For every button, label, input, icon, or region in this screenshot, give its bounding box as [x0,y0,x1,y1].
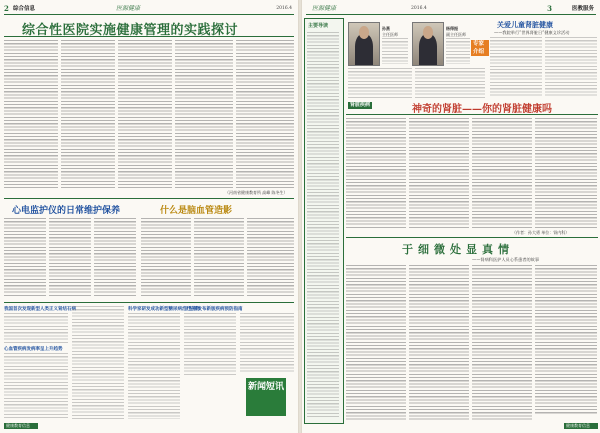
article3-title: 什么是脑血管造影 [160,206,233,216]
expert2-name: 杨得振 [446,26,458,31]
news-rule [4,302,294,303]
top-headline: 关爱儿童肾脏健康 [497,20,553,29]
article3-col3 [247,218,294,298]
mid-rule [346,114,598,115]
sidebar-title: 主要导读 [308,23,329,29]
expert1-photo [348,22,380,66]
main-article-author: （河南省健康教育所 高峰 陈冬生） [225,190,288,195]
bottom-headline: 于细微处显真情 [402,243,514,256]
bottom-article-col4 [535,265,597,415]
bottom-article-col3 [472,265,532,420]
sidebar-text [307,32,339,417]
left-page [0,0,298,433]
article3-col2 [194,218,244,298]
news-col2 [72,306,124,419]
expert2-title: 副主任医师 [446,32,466,37]
left-footer-text: 健康教育信息 [6,423,30,428]
brand-logo: 医源健康 [312,5,337,12]
news-brief-box: 新闻短讯 [246,378,286,416]
bottom-rule [346,237,598,238]
expert1-bio [382,38,408,64]
main-article-col2 [61,40,115,188]
section-name: 综合信息 [13,6,36,12]
top-subheadline: ——我院举行“世界肾脏日”健康义诊活动 [494,30,570,35]
news-item-2-body [4,353,68,419]
brand-logo: 医源健康 [116,5,141,12]
right-page [302,0,600,433]
main-headline: 综合性医院实施健康管理的实践探讨 [22,23,239,38]
article2-col1 [4,218,46,298]
news-item-2: 心血管疾病发病率呈上升趋势 [4,347,63,352]
issue-date: 2016.4 [276,6,292,11]
article3-col1 [141,218,191,298]
main-article-col3 [118,40,172,188]
article2-col2 [49,218,91,298]
expert-article-col2 [415,68,485,98]
expert2-photo [412,22,444,66]
page-number: 3 [547,4,552,13]
section-name: 医教服务 [571,6,594,12]
mid-article-col4 [535,118,597,228]
issue-date: 2016.4 [411,6,427,11]
left-page-header [4,4,294,15]
main-article-col5 [236,40,294,188]
news-col4 [184,313,236,377]
section-rule [4,198,294,199]
bottom-subheadline: ——肾病科医护人员心系患者的故事 [472,257,540,262]
news-col3 [128,313,180,419]
news-item-1-body [4,313,68,343]
article2-col3 [94,218,136,298]
expert1-name: 孙燕 [382,26,390,31]
bottom-article-col1 [346,265,406,420]
expert-article-col1 [348,68,412,98]
news-item-3: 科学家研发成功新型糖尿病治疗药物 [128,307,200,312]
right-page-header [306,4,596,15]
mid-article-col1 [346,118,406,228]
expert-tag: 专家介绍 [471,40,489,56]
mid-article-col2 [409,118,469,228]
main-article-col4 [175,40,233,188]
main-article-col1 [4,40,58,188]
expert1-title: 主任医师 [382,32,398,37]
bottom-article-col2 [409,265,469,420]
mid-article-col3 [472,118,532,228]
headline-rule [4,36,294,37]
article2-title: 心电监护仪的日常维护保养 [12,206,121,216]
news-col5 [240,313,294,373]
right-footer-text: 健康教育信息 [566,423,590,428]
news-item-4: 卫生部发布新版疾病预防指南 [184,307,243,312]
top-article-col1 [490,37,542,97]
mid-article-author: （作者：孙大勇 单位：肾内科） [512,230,570,235]
expert2-bio [446,38,470,64]
mid-headline: 神奇的肾脏——你的肾脏健康吗 [412,104,552,115]
mid-section-tag: 肾脏疾病 [350,102,371,108]
page-number: 2 [4,4,9,13]
top-article-col2 [545,37,597,97]
news-item-1: 我国首次发现新型人类正义肾结石病 [4,307,76,312]
